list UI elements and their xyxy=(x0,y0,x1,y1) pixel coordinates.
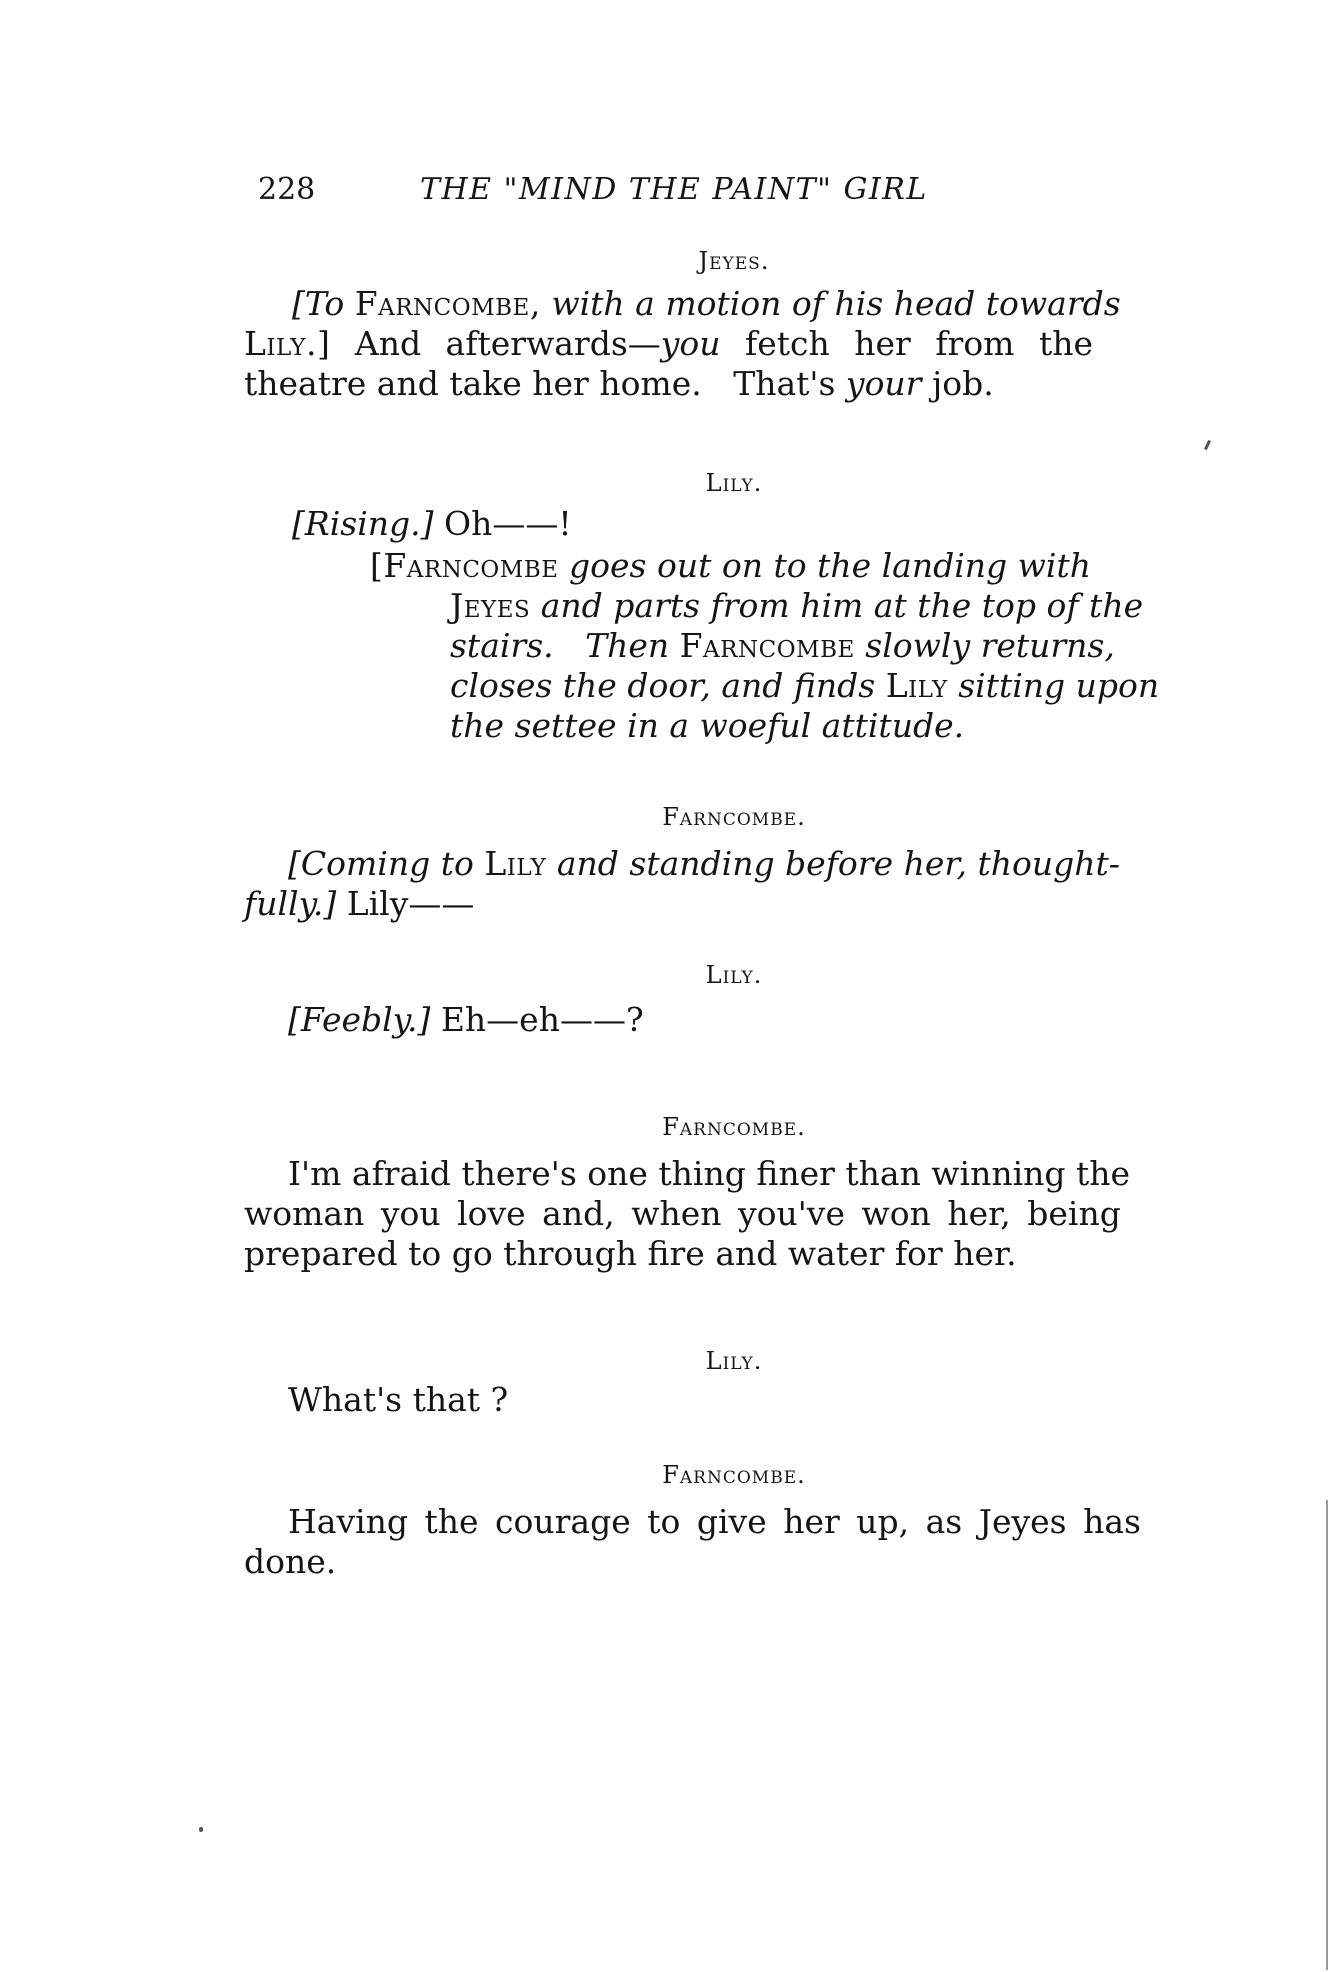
speech-text: job. xyxy=(931,364,994,403)
running-title: THE "MIND THE PAINT" GIRL xyxy=(420,172,928,207)
speaker-name: Farncombe. xyxy=(662,803,806,831)
stage-direction-line xyxy=(370,666,1166,706)
page-edge xyxy=(1326,1500,1328,1970)
speaker-name: Lily. xyxy=(705,469,763,497)
speech-text: fetch her from the xyxy=(745,324,1094,363)
stage-direction: [Coming to xyxy=(288,844,474,883)
speech-line xyxy=(244,884,1164,924)
speaker-name: Lily. xyxy=(705,1347,763,1375)
stage-direction: and standing before her, thought- xyxy=(556,844,1120,883)
speech-text: theatre and take her home. That's xyxy=(244,364,836,403)
character-name: Lily.] xyxy=(244,324,331,363)
character-name: Farncombe, xyxy=(354,284,541,323)
speech-line: woman you love and, when you've won her, being xyxy=(244,1194,1121,1233)
stage-direction-line xyxy=(370,626,1166,666)
speech-line xyxy=(244,844,1164,884)
stage-direction-line xyxy=(370,546,1166,586)
speech-farncombe xyxy=(244,1110,1164,1274)
speaker-name: Farncombe. xyxy=(662,1461,806,1489)
speech-lily xyxy=(244,466,1164,544)
running-header xyxy=(258,170,1168,210)
speech-lily xyxy=(244,958,1164,1040)
scan-speck xyxy=(1204,440,1211,450)
stage-direction-text: sitting upon xyxy=(958,666,1160,705)
stage-direction-block xyxy=(370,546,1166,746)
speech-text: And afterwards— xyxy=(354,324,661,363)
speech-line: Having the courage to give her up, as Jeyes has xyxy=(288,1502,1141,1541)
speech-line: I'm afraid there's one thing finer than winning the xyxy=(288,1154,1131,1193)
speech-farncombe xyxy=(244,800,1164,924)
stage-direction-text: goes out on to the landing with xyxy=(569,546,1091,585)
speech-line: done. xyxy=(244,1542,337,1581)
emphasis: your xyxy=(845,364,922,403)
stage-direction-line xyxy=(370,586,1166,626)
speech-line xyxy=(244,364,1164,404)
character-name: Jeyes xyxy=(450,586,531,625)
stage-direction-line: the settee in a woeful attitude. xyxy=(450,706,965,745)
character-name: [Farncombe xyxy=(370,546,559,585)
stage-direction: with a motion of his head towards xyxy=(551,284,1121,323)
speech-text: Lily—— xyxy=(346,884,475,923)
stage-direction: [To xyxy=(292,284,345,323)
speech-jeyes xyxy=(244,244,1164,404)
speech-line xyxy=(244,1000,1164,1040)
character-name: Lily xyxy=(885,666,948,705)
emphasis: you xyxy=(660,324,721,363)
scan-speck xyxy=(199,1827,203,1832)
speech-line xyxy=(244,284,1164,324)
speech-lily xyxy=(244,1344,1164,1420)
speaker-name: Lily. xyxy=(705,961,763,989)
speaker-name: Farncombe. xyxy=(662,1113,806,1141)
stage-direction-text: closes the door, and finds xyxy=(450,666,876,705)
speech-line: What's that ? xyxy=(288,1380,509,1419)
speech-line xyxy=(244,504,1164,544)
speech-text: Oh——! xyxy=(444,504,572,543)
stage-direction: [Feebly.] xyxy=(288,1000,431,1039)
speech-farncombe xyxy=(244,1458,1164,1582)
stage-direction: fully.] xyxy=(244,884,337,923)
speaker-name: Jeyes. xyxy=(698,247,770,275)
stage-direction-text: stairs. Then xyxy=(450,626,670,665)
stage-direction: [Rising.] xyxy=(292,504,434,543)
character-name: Lily xyxy=(484,844,547,883)
stage-direction-text: and parts from him at the top of the xyxy=(540,586,1144,625)
speech-line: prepared to go through fire and water for her. xyxy=(244,1234,1017,1273)
stage-direction-text: slowly returns, xyxy=(865,626,1115,665)
character-name: Farncombe xyxy=(679,626,855,665)
speech-line xyxy=(244,324,1164,364)
speech-text: Eh—eh——? xyxy=(440,1000,644,1039)
page-number: 228 xyxy=(258,172,316,207)
